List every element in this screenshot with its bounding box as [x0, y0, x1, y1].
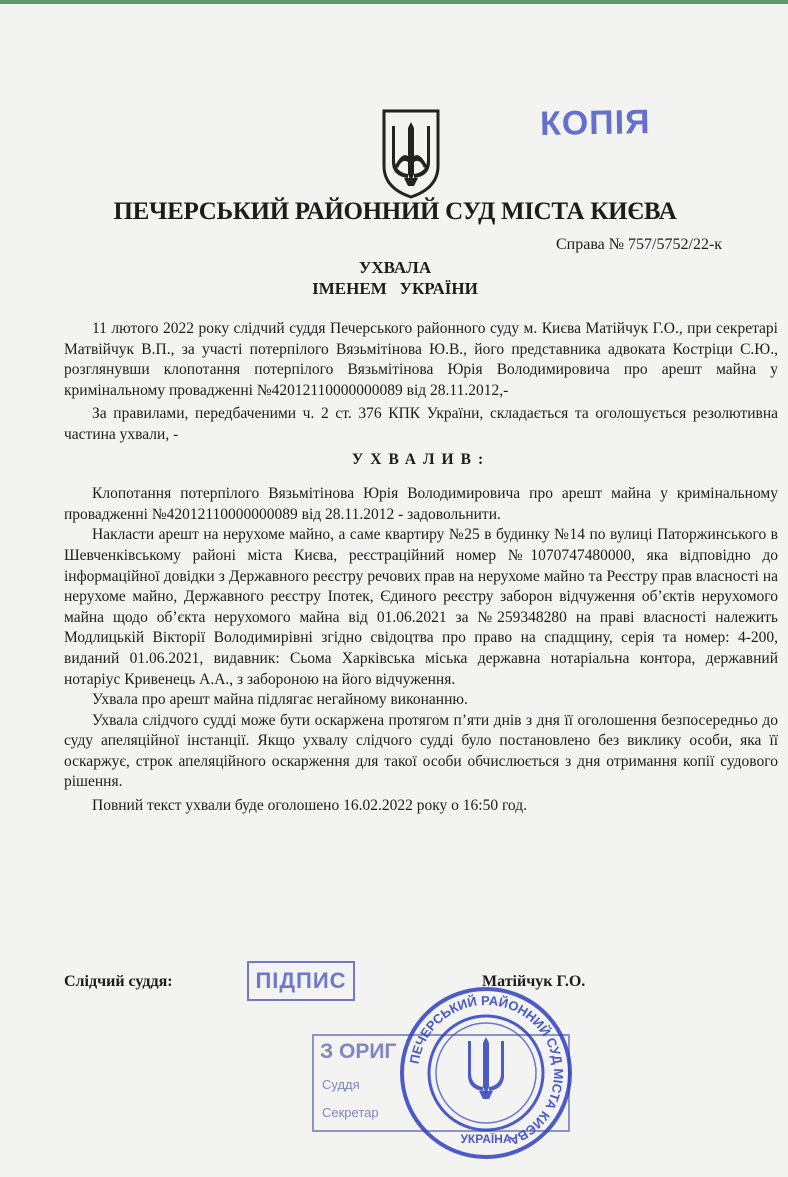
decision-paragraph-5: Повний текст ухвали буде оголошено 16.02.2022 року о 16:50 год. [92, 797, 527, 815]
top-color-bar [0, 0, 788, 4]
document-title [230, 257, 560, 299]
trident-emblem-icon [378, 108, 444, 200]
decision-paragraph-4: Ухвала слідчого судді може бути оскаржена протягом п’яти днів з дня її оголошення безпосередньо до суду апеляційної інстанції. Якщо ухвалу слідчого судді було постановлено без виклику особи, яка її оскаржує, строк апеляційного оскарження для такої особи обчислюється з дня отримання копії судового рішення. [64, 711, 778, 791]
seal-country: УКРАЇНА [460, 1132, 512, 1146]
intro-paragraph: 11 лютого 2022 року слідчий суддя Печерського районного суду м. Києва Матійчук Г.О., при секретарі Матвійчук В.П., за участі потерпілого Вязьмітінова Ю.В., його представника адвоката Костріци С.Ю., розглянувши клопотання потерпілого Вязьмітінова Юрія Володимировича про арешт майна у кримінальному провадженні №42012110000000089 від 28.11.2012,- [64, 320, 778, 399]
rules-paragraph: За правилами, передбаченими ч. 2 ст. 376 КПК України, складається та оголошується резолютивна частина ухвали, - [64, 405, 778, 443]
judge-name: Матійчук Г.О. [482, 973, 586, 990]
ruling-body [64, 319, 778, 817]
judge-label: Слідчий суддя: [64, 973, 173, 990]
title-line-2: ІМЕНЕМ УКРАЇНИ [312, 279, 478, 298]
original-stamp-title: З ОРИГ [320, 1040, 397, 1063]
decision-paragraph-2: Накласти арешт на нерухоме майно, а саме квартиру №25 в будинку №14 по вулиці Паторжинського в Шевченківському районі міста Києва, реєстраційний номер №1070747480000, яка відповідно до інформаційної довідки з Державного реєстру речових прав на нерухоме майно та Реєстру прав власності на нерухоме майно, Державного реєстру Іпотек, Єдиного реєстру заборон відчуження об’єктів нерухомого майна щодо об’єкта нерухомого майна від 01.06.2021 за №259348280 на праві власності належить Модлицькій Вікторії Володимирівні згідно свідоцтва про право на спадщину, серія та номер: 4-200, виданий 01.06.2021, видавник: Сьома Харківська міська державна нотаріальна контора, державний нотаріус Кривенець А.А., з забороною на його відчуження. [64, 526, 778, 688]
copy-stamp: КОПІЯ [539, 103, 651, 144]
original-stamp-secretary: Секретар [322, 1105, 379, 1120]
signature-stamp: ПІДПИС [247, 961, 355, 1001]
court-seal-icon [398, 985, 574, 1161]
case-number: Справа № 757/5752/22-к [556, 236, 723, 253]
decided-heading: УХВАЛИВ: [351, 450, 491, 468]
title-line-1: УХВАЛА [358, 258, 432, 277]
decision-paragraph-1: Клопотання потерпілого Вязьмітінова Юрія Володимировича про арешт майна у кримінальному провадженні №42012110000000089 від 28.11.2012 - задовольнити. [64, 485, 778, 523]
decision-paragraph-3: Ухвала про арешт майна підлягає негайному виконанню. [92, 691, 468, 709]
court-name: ПЕЧЕРСЬКИЙ РАЙОННИЙ СУД МІСТА КИЄВА [113, 198, 677, 225]
seal-outer-text: ПЕЧЕРСЬКИЙ РАЙОННИЙ СУД МІСТА КИЄВА [406, 992, 567, 1149]
original-stamp-judge: Суддя [322, 1077, 360, 1092]
